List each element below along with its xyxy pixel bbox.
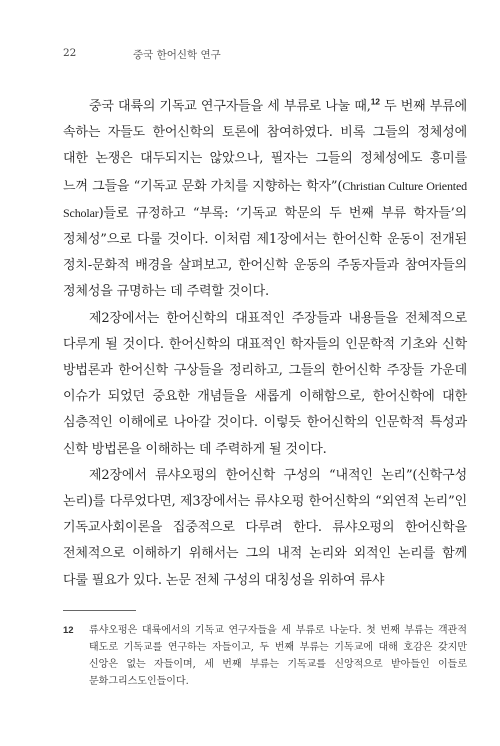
paragraph-2: 제2장에서는 한어신학의 대표적인 주장들과 내용들을 전체적으로 다루게 될 것이다. 한어신학의 대표적인 학자들의 인문학적 기초와 신학 방법론과 한어신학 구상들을 정리하고, 그들의 한어신학 주장들 가운데 이슈가 되었던 중요한 개념들을 새롭게 이해함으로, 한어신학에 대한 심층적인 이해에로 나아갈 것이다. 이렇듯 한어신학의 인문학적 특성과 신학 방법론을 이해하는 데 주력하게 될 것이다.	[63, 310, 467, 457]
footnote	[63, 622, 467, 690]
paragraph-1-text-cont: 두 번째 부류에 속하는 자들도 한어신학의 토론에 참여하였다. 비록 그들의 정체성에 대한 논쟁은 대두되지는 않았으나, 필자는 그들의 정체성에도 흥미를 느껴 그들을 “기독교 문화 가치를 지향하는 학자”(	[63, 99, 467, 194]
page-number: 22	[63, 47, 77, 59]
paragraph-1-text: 중국 대륙의 기독교 연구자들을 세 부류로 나눌 때,	[89, 99, 371, 114]
footnote-text: 류샤오펑은 대륙에서의 기독교 연구자들을 세 부류로 나눈다. 첫 번째 부류는 객관적 태도로 기독교를 연구하는 자들이고, 두 번째 부류는 기독교에 대해 호감은 갖지만 신앙은 없는 자들이며, 세 번째 부류는 기독교를 신앙적으로 받아들인 이들로 문화그리스도인들이다.	[89, 625, 467, 687]
footnote-reference[interactable]: 12	[370, 96, 380, 107]
english-term: Christian Culture Oriented Scholar	[63, 178, 468, 220]
paragraph-3: 제2장에서 류샤오펑의 한어신학 구성의 “내적인 논리”(신학구성 논리)를 다루었다면, 제3장에서는 류샤오펑 한어신학의 “외연적 논리”인 기독교사회이론을 집중적으로 다루려 한다. 류샤오펑의 한어신학을 전체적으로 이해하기 위해서는 그의 내적 논리와 외적인 논리를 함께 다룰 필요가 있다. 논문 전체 구성의 대칭성을 위하여 류샤	[63, 467, 467, 588]
paragraph-1-text-end: )들로 규정하고 “부록: ‘기독교 학문의 두 번째 부류 학자들’의 정체성”으로 다룰 것이다. 이처럼 제1장에서는 한어신학 운동이 전개된 정치-문화적 배경을 살펴보고, 한어신학 운동의 주동자들과 참여자들의 정체성을 규명하는 데 주력할 것이다.	[63, 205, 467, 300]
footnote-divider	[63, 610, 136, 611]
footnote-number: 12	[63, 625, 74, 636]
book-title: 중국 한어신학 연구	[133, 49, 221, 61]
body-text	[63, 94, 467, 594]
paragraph-1	[63, 94, 467, 306]
